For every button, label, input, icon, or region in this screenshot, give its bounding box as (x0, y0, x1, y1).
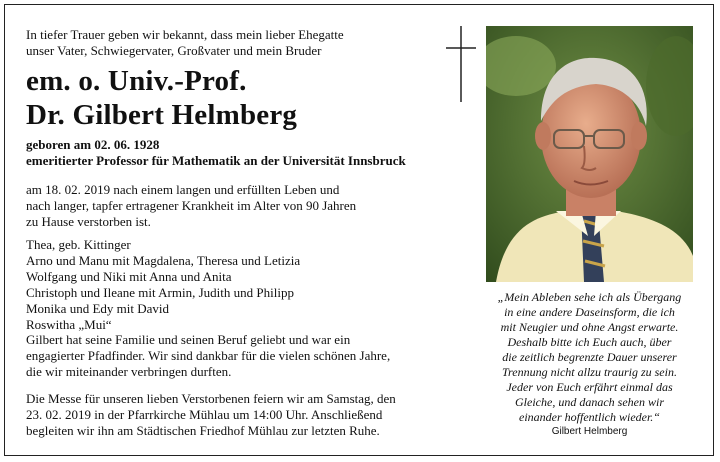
birth-date: geboren am 02. 06. 1928 (26, 137, 160, 152)
family-member: Wolfgang und Niki mit Anna und Anita (26, 269, 232, 284)
life-line: Gilbert hat seine Familie und seinen Beruf geliebt und war ein (26, 332, 351, 347)
funeral-mass-text (26, 391, 466, 439)
mass-line: begleiten wir ihn am Städtischen Friedhof Mühlau zur letzten Ruhe. (26, 423, 380, 438)
quote-line: Gleiche, und danach sehen wir (515, 395, 664, 409)
quote-line: Deshalb bitte ich Euch auch, über (507, 335, 672, 349)
intro-line: In tiefer Trauer geben wir bekannt, dass mein lieber Ehegatte (26, 27, 344, 42)
life-text (26, 332, 456, 380)
life-line: engagierter Pfadfinder. Wir sind dankbar für die vielen schönen Jahre, (26, 348, 391, 363)
deceased-name (26, 64, 297, 132)
quote-line: in eine andere Daseinsform, die ich (504, 305, 675, 319)
family-member: Roswitha „Mui“ (26, 317, 112, 332)
life-line: die wir miteinander verbringen durften. (26, 364, 232, 379)
quote-signature: Gilbert Helmberg (551, 426, 628, 437)
academic-title: em. o. Univ.-Prof. (26, 65, 247, 97)
mass-line: 23. 02. 2019 in der Pfarrkirche Mühlau um 14:00 Uhr. Anschließend (26, 407, 383, 422)
quote-line: die zeitlich begrenzte Dauer unserer (502, 350, 677, 364)
birth-info (26, 137, 406, 169)
death-line: am 18. 02. 2019 nach einem langen und erfüllten Leben und (26, 182, 340, 197)
family-member: Monika und Edy mit David (26, 301, 169, 316)
quote-block (486, 290, 693, 425)
quote-line: Trennung nicht allzu traurig zu sein. (502, 365, 677, 379)
death-line: zu Hause verstorben ist. (26, 214, 151, 229)
quote-line: mit Neugier und ohne Angst erwarte. (500, 320, 679, 334)
family-member: Arno und Manu mit Magdalena, Theresa und Letizia (26, 253, 301, 268)
portrait-photo (486, 26, 693, 282)
quote-line: „Mein Ableben sehe ich als Übergang (497, 290, 682, 304)
intro-text (26, 27, 456, 59)
full-name: Dr. Gilbert Helmberg (26, 99, 298, 131)
cross-icon (446, 26, 476, 102)
family-member: Thea, geb. Kittinger (26, 237, 131, 252)
intro-line: unser Vater, Schwiegervater, Großvater und mein Bruder (26, 43, 322, 58)
quote-line: einander hoffentlich wieder.“ (519, 410, 660, 424)
family-member: Christoph und Ileane mit Armin, Judith und Philipp (26, 285, 294, 300)
mass-line: Die Messe für unseren lieben Verstorbenen feiern wir am Samstag, den (26, 391, 396, 406)
quote-line: Jeder von Euch erfährt einmal das (506, 380, 673, 394)
death-notice (26, 182, 446, 230)
family-list (26, 237, 446, 333)
death-line: nach langer, tapfer ertragener Krankheit im Alter von 90 Jahren (26, 198, 357, 213)
profession: emeritierter Professor für Mathematik an der Universität Innsbruck (26, 153, 406, 168)
